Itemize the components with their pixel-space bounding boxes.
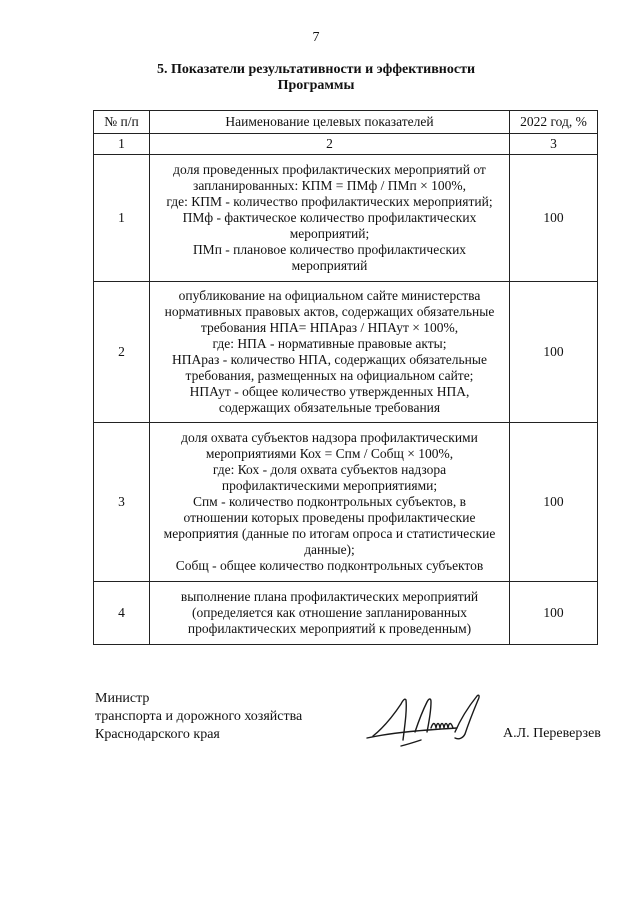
indicator-value: 100 <box>510 582 598 645</box>
description-line: нормативных правовых актов, содержащих обязательные <box>164 304 495 319</box>
description-line: НПАут - общее количество утвержденных НПА, <box>189 384 470 399</box>
description-line: мероприятий <box>291 258 368 273</box>
description-line: требования, размещенных на официальном сайте; <box>185 368 474 383</box>
signatory-title-line: Министр <box>95 691 150 706</box>
indicator-description <box>150 582 510 645</box>
description-line: данные); <box>304 542 355 557</box>
description-line: запланированных: КПМ = ПМф / ПМп × 100%, <box>193 178 466 193</box>
indicator-value: 100 <box>510 423 598 582</box>
description-line: мероприятия (данные по итогам опроса и статистические <box>163 526 496 541</box>
section-heading <box>0 62 632 94</box>
description-line: мероприятиями Кох = Спм / Собщ × 100%, <box>205 446 454 461</box>
header-number: № п/п <box>94 111 150 134</box>
description-line: ПМп - плановое количество профилактических <box>192 242 467 257</box>
description-line: отношении которых проведены профилактические <box>183 510 476 525</box>
column-number: 1 <box>94 134 150 155</box>
description-line: опубликование на официальном сайте министерства <box>178 288 481 303</box>
description-line: требования НПА= НПАраз / НПАут × 100%, <box>200 320 459 335</box>
page-number: 7 <box>312 30 320 45</box>
indicator-value: 100 <box>510 282 598 423</box>
description-line: ПМф - фактическое количество профилактических <box>182 210 477 225</box>
description-line: где: Кох - доля охвата субъектов надзора <box>212 462 447 477</box>
row-number: 4 <box>94 582 150 645</box>
description-line: где: КПМ - количество профилактических мероприятий; <box>166 194 493 209</box>
description-line: содержащих обязательные требования <box>218 400 441 415</box>
handwritten-signature <box>365 688 495 750</box>
header-indicator-name: Наименование целевых показателей <box>150 111 510 134</box>
description-line: профилактическими мероприятиями; <box>221 478 438 493</box>
description-line: доля охвата субъектов надзора профилактическими <box>181 430 478 445</box>
description-line: мероприятий; <box>289 226 370 241</box>
section-heading-line-2: Программы <box>277 78 355 93</box>
description-line: (определяется как отношение запланированных <box>192 605 467 620</box>
header-year-value: 2022 год, % <box>510 111 598 134</box>
description-line: Спм - количество подконтрольных субъектов, в <box>192 494 467 509</box>
section-heading-line-1: 5. Показатели результативности и эффективности <box>156 62 476 77</box>
description-line: профилактических мероприятий к проведенным) <box>187 621 472 636</box>
table-row <box>94 282 598 423</box>
table-row <box>94 582 598 645</box>
signatory-title <box>95 690 302 744</box>
column-number-row <box>94 134 598 155</box>
description-line: Собщ - общее количество подконтрольных субъектов <box>175 558 484 573</box>
table-header-row <box>94 111 598 134</box>
row-number: 1 <box>94 155 150 282</box>
indicator-description <box>150 155 510 282</box>
description-line: где: НПА - нормативные правовые акты; <box>212 336 447 351</box>
signatory-title-line: транспорта и дорожного хозяйства <box>95 709 303 724</box>
row-number: 3 <box>94 423 150 582</box>
column-number: 3 <box>510 134 598 155</box>
signatory-title-line: Краснодарского края <box>95 727 220 742</box>
signatory-name: А.Л. Переверзев <box>503 726 601 741</box>
row-number: 2 <box>94 282 150 423</box>
description-line: НПАраз - количество НПА, содержащих обязательные <box>172 352 487 367</box>
description-line: доля проведенных профилактических мероприятий от <box>173 162 486 177</box>
indicator-description <box>150 282 510 423</box>
indicator-value: 100 <box>510 155 598 282</box>
table-row <box>94 155 598 282</box>
description-line: выполнение плана профилактических мероприятий <box>180 589 479 604</box>
indicator-description <box>150 423 510 582</box>
indicators-table <box>93 110 598 645</box>
column-number: 2 <box>150 134 510 155</box>
table-row <box>94 423 598 582</box>
